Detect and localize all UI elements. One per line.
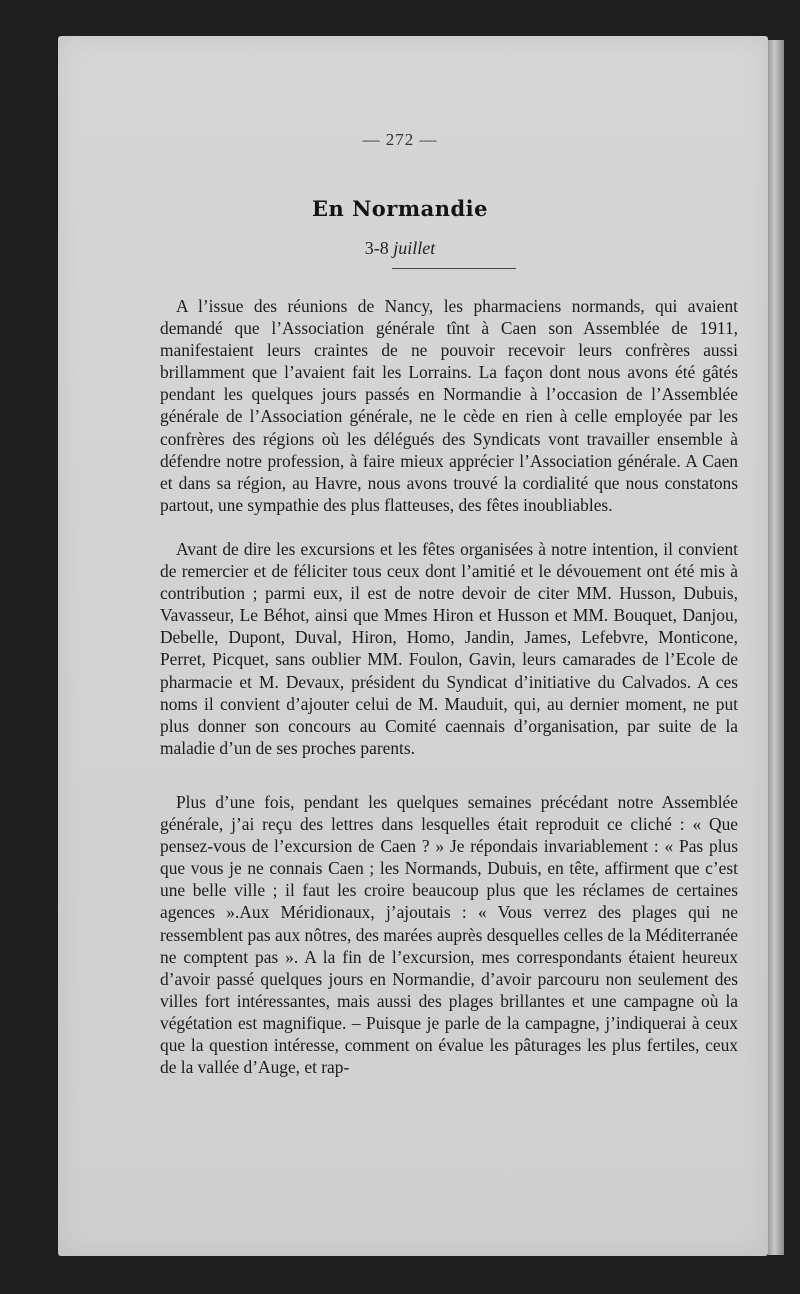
date-days: 3-8 [364, 238, 389, 258]
paragraph-1 [160, 295, 738, 516]
article-date [0, 238, 800, 259]
page-edge [768, 40, 784, 1255]
page-number: — 272 — [362, 130, 438, 149]
title-divider [392, 268, 516, 269]
paragraph-3 [160, 791, 738, 1078]
paragraph-text: Plus d’une fois, pendant les quelques semaines précédant notre Assemblée générale, j’ai reçu des lettres dans lesquelles était reproduit ce cliché : « Que pensez-vous de l’excursion de Caen ? » Je répondais invariablement : « Pas plus que vous je ne connais Caen ; les Normands, Dubuis, en tête, affirment que c’est une belle ville ; il faut les croire beaucoup plus que les réclames de certaines agences ».Aux Méridionaux, j’ajoutais : « Vous verrez des plages qui ne ressemblent pas aux nôtres, des marées auprès desquelles celles de la Méditerranée ne comptent pas ». A la fin de l’excursion, mes correspondants étaient heureux d’avoir passé quelques jours en Normandie, d’avoir parcouru non seulement des villes fort intéressantes, mais aussi des plages brillantes et une campagne où la végétation est magnifique. – Puisque je parle de la campagne, j’indiquerai à ceux que la question intéresse, comment on évalue les pâturages les plus fertiles, ceux de la vallée d’Auge, et rap- [160, 792, 738, 1078]
paragraph-text: A l’issue des réunions de Nancy, les pharmaciens normands, qui avaient demandé que l’Association générale tînt à Caen son Assemblée de 1911, manifestaient leurs craintes de ne pouvoir recevoir leurs confrères aussi brillamment que l’avaient fait les Lorrains. La façon dont nous avons été gâtés pendant les quelques jours passés en Normandie à l’occasion de l’Assemblée générale de l’Association générale, ne le cède en rien à celle employée par les confrères des régions où les délégués des Syndicats vont travailler ensemble à défendre notre profession, à faire mieux apprécier l’Association générale. A Caen et dans sa région, au Havre, nous avons trouvé la cordialité que nous constatons partout, une sympathie des plus flatteuses, des fêtes inoubliables. [160, 296, 738, 515]
date-month: juillet [393, 238, 436, 258]
paragraph-2 [160, 538, 738, 759]
article-title: En Normandie [312, 196, 488, 221]
paragraph-text: Avant de dire les excursions et les fêtes organisées à notre intention, il convient de remercier et de féliciter tous ceux dont l’amitié et le dévouement ont été mis à contribution ; parmi eux, il est de notre devoir de citer MM. Husson, Dubuis, Vavasseur, Le Béhot, ainsi que Mmes Hiron et Husson et MM. Bouquet, Danjou, Debelle, Dupont, Duval, Hiron, Homo, Jandin, James, Lefebvre, Monticone, Perret, Picquet, sans oublier MM. Foulon, Gavin, leurs camarades de l’Ecole de pharmacie et M. Devaux, président du Syndicat d’initiative du Calvados. A ces noms il convient d’ajouter celui de M. Mauduit, qui, au dernier moment, ne put plus donner son concours au Comité caennais d’organisation, par suite de la maladie d’un de ses proches parents. [160, 539, 738, 758]
